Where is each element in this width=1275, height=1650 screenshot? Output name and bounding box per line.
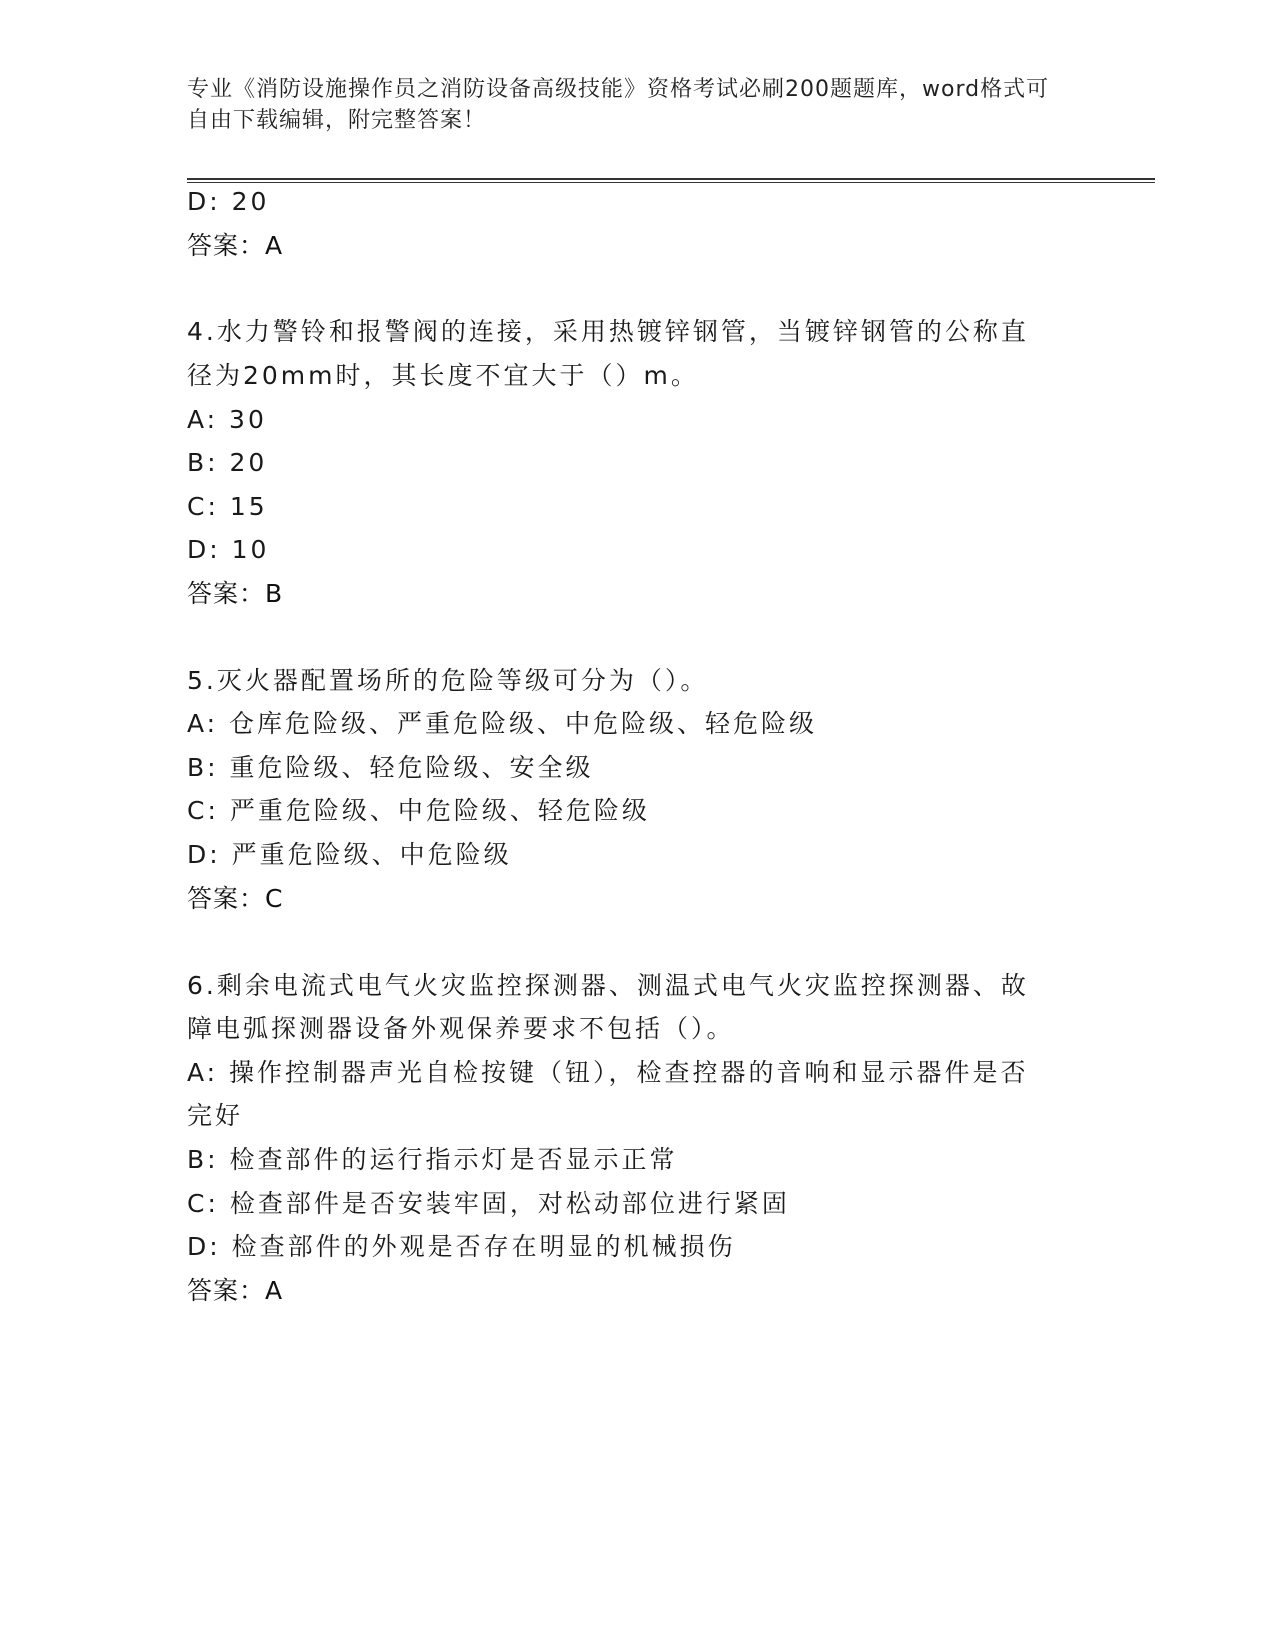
prev-option-d: D: 20 xyxy=(187,187,270,216)
q5-option-a: A: 仓库危险级、严重危险级、中危险级、轻危险级 xyxy=(187,709,818,738)
q4-answer: 答案：B xyxy=(187,579,284,608)
q5-option-b: B: 重危险级、轻危险级、安全级 xyxy=(187,753,594,782)
header-rule-thick xyxy=(187,178,1155,180)
q6-option-a-line1: A: 操作控制器声光自检按键（钮），检查控器的音响和显示器件是否 xyxy=(187,1058,1029,1087)
q4-option-a: A: 30 xyxy=(187,405,267,434)
q5-stem-line1: 5.灭火器配置场所的危险等级可分为（）。 xyxy=(187,666,709,695)
q4-option-b: B: 20 xyxy=(187,448,268,477)
q6-option-d: D: 检查部件的外观是否存在明显的机械损伤 xyxy=(187,1232,736,1261)
prev-answer: 答案：A xyxy=(187,231,284,260)
q6-answer: 答案：A xyxy=(187,1276,284,1305)
header-rule-thin xyxy=(187,182,1155,183)
q4-stem-line2: 径为20mm时，其长度不宜大于（）m。 xyxy=(187,361,699,390)
q5-option-d: D: 严重危险级、中危险级 xyxy=(187,840,512,869)
q4-stem-line1: 4.水力警铃和报警阀的连接，采用热镀锌钢管，当镀锌钢管的公称直 xyxy=(187,317,1029,346)
q4-option-c: C: 15 xyxy=(187,492,268,521)
q4-option-d: D: 10 xyxy=(187,535,270,564)
q6-option-a-line2: 完好 xyxy=(187,1101,244,1130)
q6-stem-line2: 障电弧探测器设备外观保养要求不包括（）。 xyxy=(187,1014,735,1043)
q6-option-b: B: 检查部件的运行指示灯是否显示正常 xyxy=(187,1145,678,1174)
document-header: 专业《消防设施操作员之消防设备高级技能》资格考试必刷200题题库，word格式可自由下载编辑，附完整答案！ xyxy=(187,77,1050,133)
q5-option-c: C: 严重危险级、中危险级、轻危险级 xyxy=(187,796,650,825)
q6-option-c: C: 检查部件是否安装牢固，对松动部位进行紧固 xyxy=(187,1189,790,1218)
q6-stem-line1: 6.剩余电流式电气火灾监控探测器、测温式电气火灾监控探测器、故 xyxy=(187,971,1029,1000)
q5-answer: 答案：C xyxy=(187,884,284,913)
